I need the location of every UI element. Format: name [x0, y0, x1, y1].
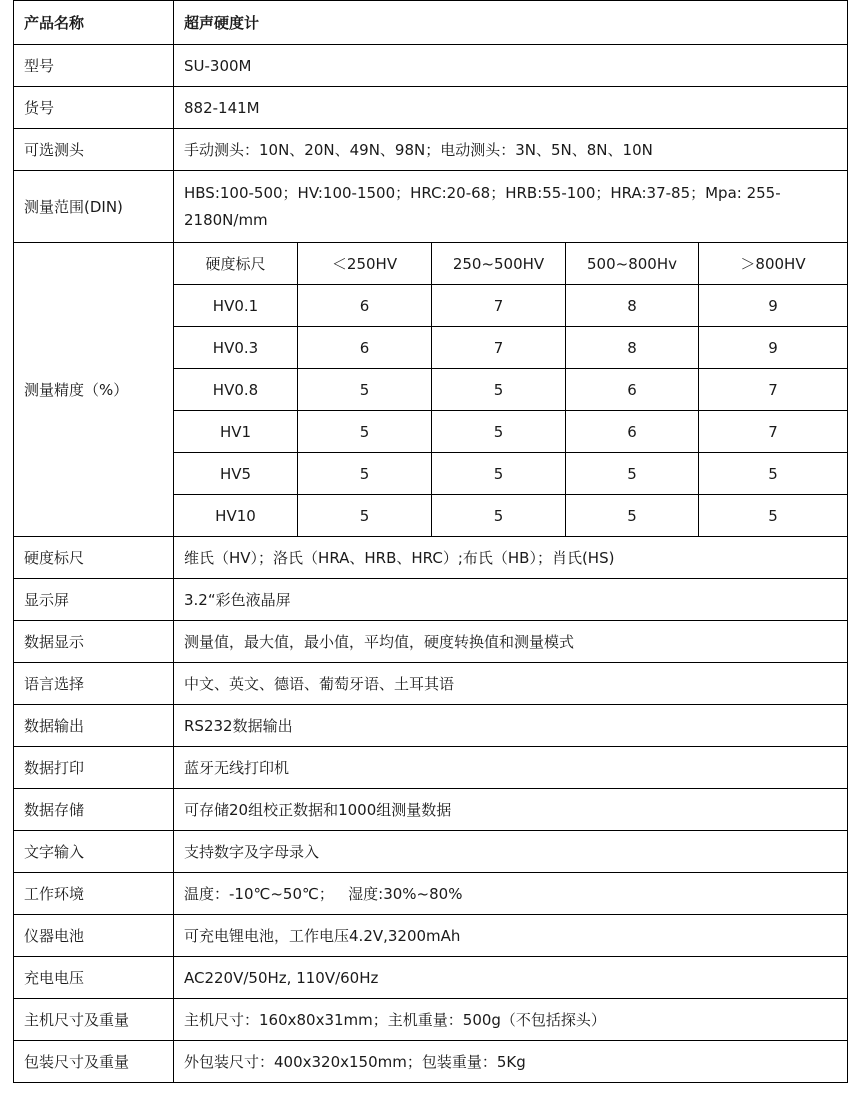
accuracy-cell: HV10	[174, 495, 298, 537]
accuracy-cell: HV0.8	[174, 369, 298, 411]
hardness-scale-label: 硬度标尺	[14, 537, 174, 579]
unit-size-weight-value: 主机尺寸：160x80x31mm；主机重量：500g（不包括探头）	[174, 999, 848, 1041]
probes-value: 手动测头：10N、20N、49N、98N；电动测头：3N、5N、8N、10N	[174, 129, 848, 171]
row-battery	[14, 915, 848, 957]
accuracy-cell: 9	[699, 327, 848, 369]
row-language	[14, 663, 848, 705]
row-range	[14, 171, 848, 243]
accuracy-cell: 5	[432, 369, 566, 411]
accuracy-cell: 7	[432, 327, 566, 369]
data-storage-label: 数据存储	[14, 789, 174, 831]
row-package-size-weight	[14, 1041, 848, 1083]
accuracy-cell: 5	[432, 495, 566, 537]
probes-label: 可选测头	[14, 129, 174, 171]
accuracy-label: 测量精度（%）	[14, 243, 174, 537]
row-environment	[14, 873, 848, 915]
data-print-label: 数据打印	[14, 747, 174, 789]
battery-label: 仪器电池	[14, 915, 174, 957]
display-label: 显示屏	[14, 579, 174, 621]
environment-value: 温度：-10℃~50℃； 湿度:30%~80%	[174, 873, 848, 915]
spec-table	[13, 0, 848, 1083]
language-label: 语言选择	[14, 663, 174, 705]
data-storage-value: 可存储20组校正数据和1000组测量数据	[174, 789, 848, 831]
charging-voltage-value: AC220V/50Hz, 110V/60Hz	[174, 957, 848, 999]
text-input-value: 支持数字及字母录入	[174, 831, 848, 873]
text-input-label: 文字输入	[14, 831, 174, 873]
row-data-print	[14, 747, 848, 789]
data-output-value: RS232数据输出	[174, 705, 848, 747]
accuracy-column-header: ＞800HV	[699, 243, 848, 285]
accuracy-cell: 5	[298, 453, 432, 495]
accuracy-cell: 5	[432, 453, 566, 495]
accuracy-cell: 5	[432, 411, 566, 453]
accuracy-header-row	[14, 243, 848, 285]
package-size-weight-value: 外包装尺寸：400x320x150mm；包装重量：5Kg	[174, 1041, 848, 1083]
range-value: HBS:100-500；HV:100-1500；HRC:20-68；HRB:55-100；HRA:37-85；Mpa: 255-2180N/mm	[174, 171, 848, 243]
accuracy-cell: 5	[298, 369, 432, 411]
model-value: SU-300M	[174, 45, 848, 87]
accuracy-cell: 5	[699, 453, 848, 495]
row-text-input	[14, 831, 848, 873]
item-number-value: 882-141M	[174, 87, 848, 129]
battery-value: 可充电锂电池，工作电压4.2V,3200mAh	[174, 915, 848, 957]
accuracy-cell: 8	[566, 327, 699, 369]
range-label: 测量范围(DIN)	[14, 171, 174, 243]
accuracy-cell: 8	[566, 285, 699, 327]
unit-size-weight-label: 主机尺寸及重量	[14, 999, 174, 1041]
accuracy-cell: 5	[699, 495, 848, 537]
item-number-label: 货号	[14, 87, 174, 129]
row-data-storage	[14, 789, 848, 831]
row-item-number	[14, 87, 848, 129]
hardness-scale-value: 维氏（HV）；洛氏（HRA、HRB、HRC）;布氏（HB）；肖氏(HS)	[174, 537, 848, 579]
row-model	[14, 45, 848, 87]
data-display-value: 测量值，最大值，最小值，平均值，硬度转换值和测量模式	[174, 621, 848, 663]
environment-label: 工作环境	[14, 873, 174, 915]
language-value: 中文、英文、德语、葡萄牙语、土耳其语	[174, 663, 848, 705]
product-name-value: 超声硬度计	[174, 1, 848, 45]
data-output-label: 数据输出	[14, 705, 174, 747]
accuracy-cell: 7	[699, 369, 848, 411]
row-probes	[14, 129, 848, 171]
accuracy-cell: HV0.1	[174, 285, 298, 327]
model-label: 型号	[14, 45, 174, 87]
accuracy-cell: 7	[432, 285, 566, 327]
data-print-value: 蓝牙无线打印机	[174, 747, 848, 789]
accuracy-cell: 6	[566, 369, 699, 411]
row-display	[14, 579, 848, 621]
package-size-weight-label: 包装尺寸及重量	[14, 1041, 174, 1083]
data-display-label: 数据显示	[14, 621, 174, 663]
product-name-label: 产品名称	[14, 1, 174, 45]
accuracy-cell: 9	[699, 285, 848, 327]
row-data-display	[14, 621, 848, 663]
row-hardness-scale	[14, 537, 848, 579]
accuracy-cell: 5	[298, 411, 432, 453]
row-data-output	[14, 705, 848, 747]
accuracy-column-header: 250~500HV	[432, 243, 566, 285]
row-unit-size-weight	[14, 999, 848, 1041]
row-product-name	[14, 1, 848, 45]
row-charging-voltage	[14, 957, 848, 999]
accuracy-cell: 7	[699, 411, 848, 453]
accuracy-cell: 5	[566, 453, 699, 495]
charging-voltage-label: 充电电压	[14, 957, 174, 999]
accuracy-column-header: 硬度标尺	[174, 243, 298, 285]
display-value: 3.2“彩色液晶屏	[174, 579, 848, 621]
accuracy-column-header: ＜250HV	[298, 243, 432, 285]
accuracy-cell: 6	[298, 285, 432, 327]
accuracy-cell: 5	[298, 495, 432, 537]
accuracy-cell: 6	[566, 411, 699, 453]
accuracy-cell: 5	[566, 495, 699, 537]
accuracy-cell: HV5	[174, 453, 298, 495]
accuracy-cell: HV1	[174, 411, 298, 453]
accuracy-cell: 6	[298, 327, 432, 369]
accuracy-cell: HV0.3	[174, 327, 298, 369]
accuracy-column-header: 500~800Hv	[566, 243, 699, 285]
